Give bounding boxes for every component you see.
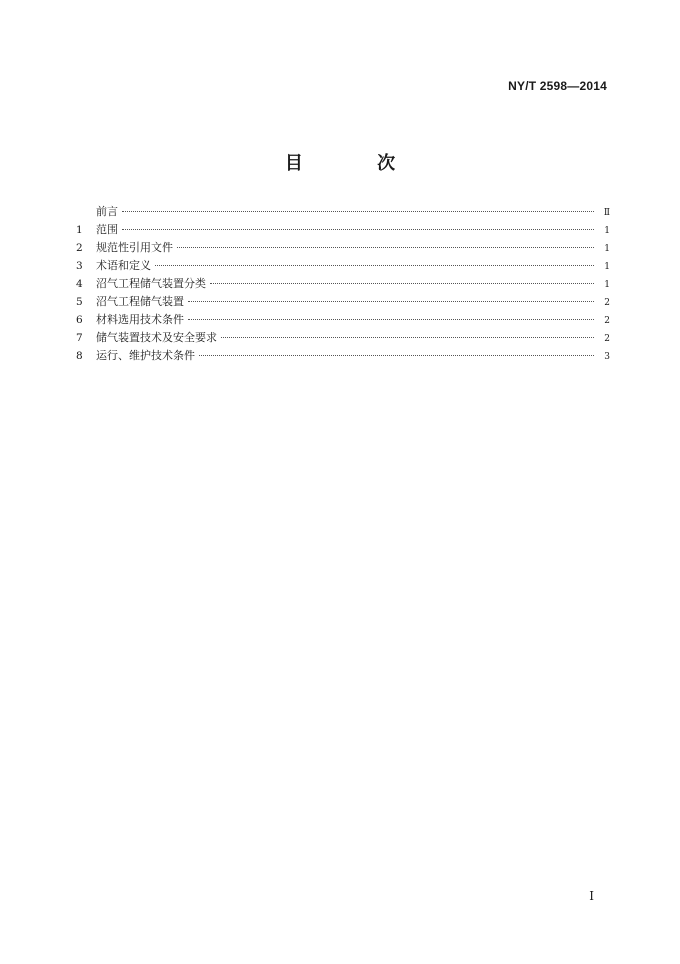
toc-entry-5[interactable] xyxy=(76,293,610,311)
toc-entry-label: 沼气工程储气装置分类 xyxy=(96,277,206,290)
toc-entry-1[interactable] xyxy=(76,221,610,239)
toc-entry-label: 材料选用技术条件 xyxy=(96,313,184,326)
toc-entry-label: 术语和定义 xyxy=(96,259,151,272)
toc-entry-number: 8 xyxy=(76,350,83,362)
toc-entry-3[interactable] xyxy=(76,257,610,275)
toc-entry-label: 范围 xyxy=(96,223,118,236)
toc-entry-number: 6 xyxy=(76,314,83,326)
toc-entry-number: 7 xyxy=(76,332,83,344)
toc-entry-page: 2 xyxy=(604,334,610,344)
toc-entry-page: 2 xyxy=(604,298,610,308)
toc-entry-number: 5 xyxy=(76,296,83,308)
toc-entry-number: 2 xyxy=(76,242,83,254)
toc-entry-page: 1 xyxy=(604,244,610,254)
toc-entry-label: 储气装置技术及安全要求 xyxy=(96,331,217,344)
dot-leader xyxy=(210,283,594,284)
toc-entry-number: 3 xyxy=(76,260,83,272)
toc-entry-label: 规范性引用文件 xyxy=(96,241,173,254)
toc-entry-number: 1 xyxy=(76,224,83,236)
toc-entry-4[interactable] xyxy=(76,275,610,293)
toc-entry-page: Ⅱ xyxy=(603,208,610,218)
dot-leader xyxy=(188,319,594,320)
dot-leader xyxy=(188,301,594,302)
toc-entry-foreword[interactable] xyxy=(76,203,610,221)
toc-entry-label: 沼气工程储气装置 xyxy=(96,295,184,308)
page-number: Ⅰ xyxy=(589,889,594,903)
dot-leader xyxy=(221,337,594,338)
dot-leader xyxy=(122,211,594,212)
table-of-contents xyxy=(76,203,610,365)
toc-entry-number: 4 xyxy=(76,278,83,290)
toc-entry-label: 运行、维护技术条件 xyxy=(96,349,195,362)
toc-entry-page: 3 xyxy=(604,352,610,362)
toc-entry-page: 1 xyxy=(604,280,610,290)
dot-leader xyxy=(177,247,594,248)
toc-entry-page: 1 xyxy=(604,262,610,272)
page-title: 目 次 xyxy=(284,153,430,174)
toc-entry-page: 1 xyxy=(604,226,610,236)
toc-entry-page: 2 xyxy=(604,316,610,326)
dot-leader xyxy=(122,229,594,230)
dot-leader xyxy=(199,355,594,356)
toc-entry-label: 前言 xyxy=(96,205,118,218)
toc-entry-8[interactable] xyxy=(76,347,610,365)
toc-entry-6[interactable] xyxy=(76,311,610,329)
toc-entry-7[interactable] xyxy=(76,329,610,347)
dot-leader xyxy=(155,265,594,266)
document-code: NY/T 2598—2014 xyxy=(508,79,607,93)
toc-entry-2[interactable] xyxy=(76,239,610,257)
